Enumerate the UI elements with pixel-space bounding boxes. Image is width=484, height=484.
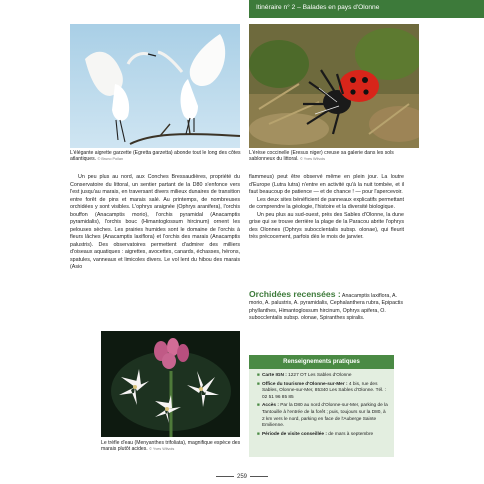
- bogbean-photo: [101, 331, 240, 437]
- right-text-column: [249, 174, 404, 242]
- spider-credit: © Yves Wilvois: [299, 157, 326, 162]
- bullet-icon: ■: [257, 431, 260, 437]
- left-text-column: [70, 174, 240, 272]
- page-number: 259: [236, 474, 247, 480]
- practical-info-title: Renseignements pratiques: [249, 355, 394, 369]
- egret-photo: [70, 24, 240, 148]
- bogbean-caption: Le trèfle d'eau (Menyanthes trifoliata), magnifique espèce des marais plutôt acides. © Yves Wilvois: [101, 440, 241, 453]
- right-paragraph-3: Un peu plus au sud-ouest, près des Sables d'Olonne, la dune grise qui se trouve derrière la plage de la Paracou abrite l'ophrys des Olonnes (Ophrys subocclentalis subsp. olonae), qui fleurit très précocement, parfois dès le mois de janvier.: [249, 211, 404, 240]
- page-number-rule-right: [250, 476, 268, 477]
- bullet-icon: ■: [257, 373, 260, 378]
- egret-caption: L'élégante aigrette garzette (Egretta garzetta) abonde tout le long des côtes atlantiques. © Bruno Poilan: [70, 150, 241, 163]
- bullet-icon: ■: [257, 403, 260, 409]
- page-number-rule-left: [216, 476, 234, 477]
- practical-info-list: [249, 369, 394, 438]
- running-header: Itinéraire n° 2 – Balades en pays d'Olonne: [256, 4, 380, 11]
- practical-info-box: [249, 355, 394, 457]
- orchid-list-title: Orchidées recensées :: [249, 289, 341, 299]
- orchid-list: [249, 291, 404, 322]
- left-paragraph-1: Un peu plus au nord, aux Conches Bressaudières, propriété du Conservatoire du littoral, un sentier partant de la D80 s'enfonce vers l'est jusqu'au marais, en traversant divers milieux dunaires de transition entre forêt de pins et marais salé. Au printemps, de nombreuses orchidées y sont visibles. L'ophrys araignée (Ophrys aranifera), l'orchis bouffon (Anacamptis morio), l'orchis pyramidal (Anacamptis pyramidalis), l'orchis bouc (Himantoglossum hircinum) ornent les pelouses sèches. Les prairies humides sont le domaine de l'orchis à fleurs lâches (Anacamptis laxiflora) et l'orchis des marais (Anacamptis palustris). Des observatoires permettent d'admirer des milliers d'oiseaux aquatiques : aigrettes, avocettes, canards, échasses, hérons, spatules, vanneaux et limicoles divers. Le vol lent du hibou des marais (Asio: [70, 174, 240, 270]
- orchid-list-text: Anacamptis laxiflora, A. morio, A. palustris, A. pyramidalis, Cephalanthera rubra, Epipactis phyllanthes, Himantoglossum hircinum, Ophrys apifera, O. subocclentalis subsp. olonae, Spiranthes spiralis.: [249, 293, 403, 321]
- info-item-map: ■ Carte IGN : 1227 OT Les Sables d'Olonne: [257, 373, 352, 378]
- info-item-tourism-office: ■ Office du tourisme d'Olonne-sur-Mer : 4 bis, rue des Sables, Olonne-sur-Mer, 85340 Les Sables d'Olonne. Tél. : 02 51 96 85 85: [257, 381, 387, 400]
- right-paragraph-2: Les deux sites bénéficient de panneaux explicatifs permettant de comprendre la géologie, l'histoire et la diversité biologique.: [249, 196, 404, 210]
- info-item-visit-period: ■ Période de visite conseillée : de mars à septembre: [257, 431, 374, 437]
- egret-credit: © Bruno Poilan: [97, 157, 124, 162]
- bullet-icon: ■: [257, 381, 260, 387]
- info-item-access: ■ Accès : Par la D80 au nord d'Olonne-sur-Mer, parking de la Tantouille à l'entrée de la forêt ; puis, toujours sur la D80, à 2 km vers le nord, parking en face de l'Auberge Sainte Emilienne.: [257, 403, 388, 429]
- right-paragraph-1: flammeus) peut être observé même en plein jour. La loutre d'Europe (Lutra lutra) n'entre en activité qu'à la nuit tombée, et il faut beaucoup de patience — et de chance ! — pour l'apercevoir.: [249, 174, 404, 195]
- bogbean-credit: © Yves Wilvois: [149, 447, 175, 452]
- spider-photo: [249, 24, 419, 148]
- spider-caption: L'érèse coccinelle (Eresus niger) creuse sa galerie dans les sols sablonneux du littoral. © Yves Wilvois: [249, 150, 394, 163]
